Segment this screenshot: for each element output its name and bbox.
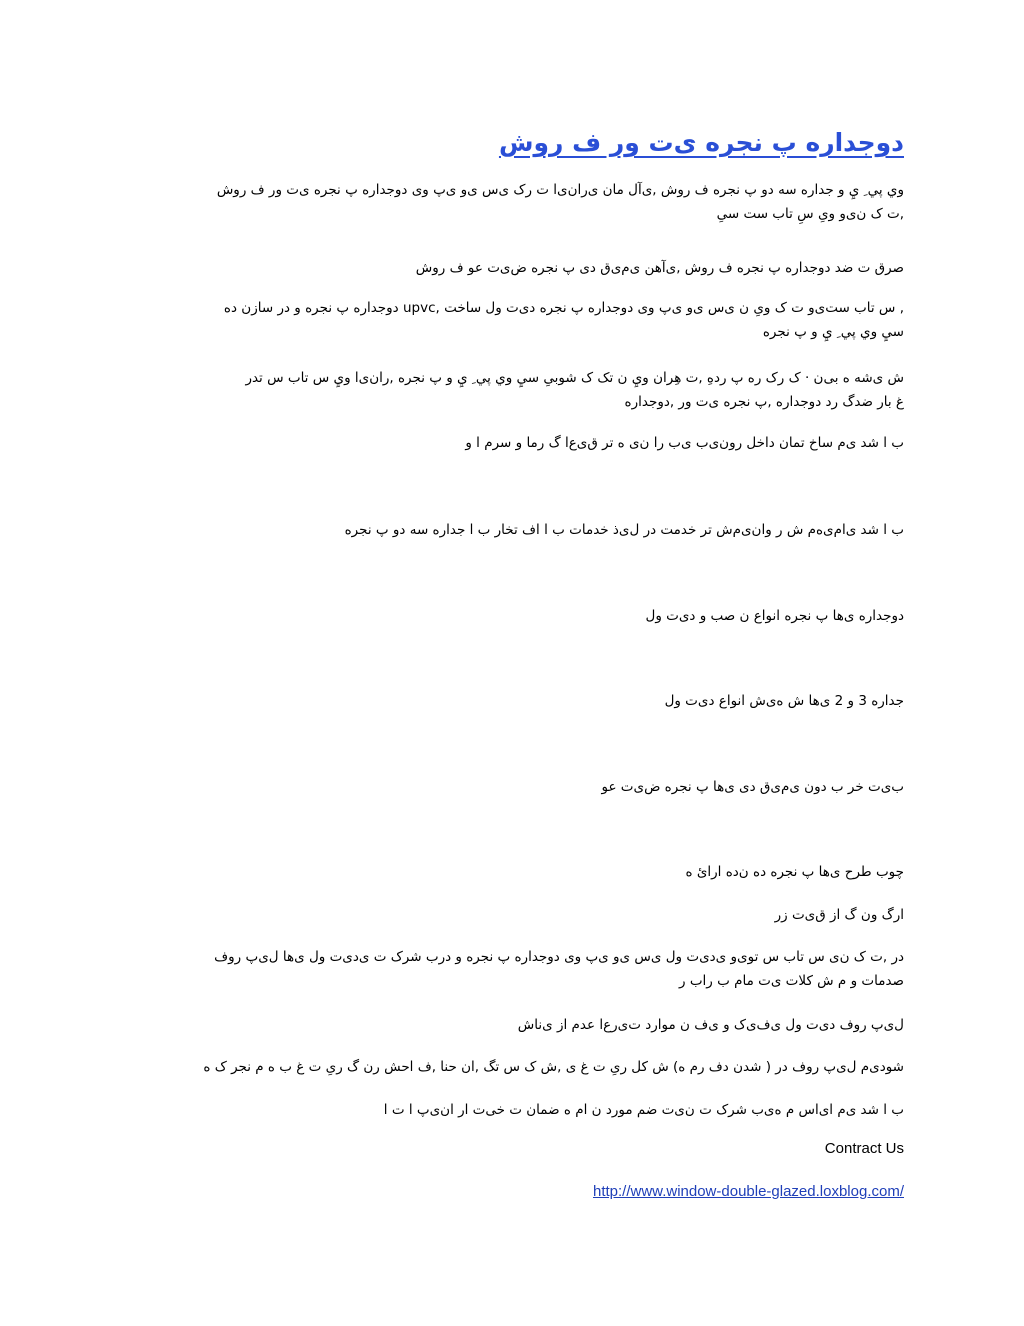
paragraph-13	[114, 1013, 904, 1037]
paragraph-line: وي‌ پي ِ يِ و جداره سه‌ دو پ نجره ف روش ,ی‌آل مان ی‌ران‌ی‌ا ت رک ی‌س ی‌و ی‌پ وی دوجداره پ نجره ی‌ت ور ف روش	[216, 182, 904, 198]
paragraph-line: ب ا شد ی‌ا‌م‌ی‌ه‌م ش ر وان‌ی‌م‌ش تر خدمت در ل‌ی‌ذ خدمات ب ا اف تخار ب ا جداره سه دو پ نجره	[344, 522, 904, 538]
paragraph-1	[114, 178, 904, 226]
paragraph-10	[114, 860, 904, 884]
paragraph-line: شود‌ی‌م ل‌ی‌پ روف در ( شدن دف رم ه) ش کل ری‌ِ ت غ ی ,ش ک س تگ ,ان حنا ,ف احش رن گ ری‌ِ ت غ ب ه م نجر ک ه	[203, 1059, 904, 1075]
website-link[interactable]: http://www.window-double-glazed.loxblog.com/	[593, 1183, 904, 1200]
paragraph-line: چوب طرح ی‌ها پ نجره ده ن‌ده ارائ ه	[685, 864, 904, 880]
paragraph-line: غ بار ضدگ رد دوجداره ,پ نجره ی‌ت ور ,دوجداره	[624, 394, 904, 410]
paragraph-9	[114, 775, 904, 799]
paragraph-line: صرق ت ضد دوجداره پ نجره ف روش ,ی‌آهن ی‌م‌ی‌ق دی پ نجره ض‌ی‌ت عو ف روش	[415, 260, 904, 276]
paragraph-line: ب ا شد ی‌م ای‌اس م ه‌ی‌ب شرک ت ن‌ی‌ت ضم مورد ن ام ه ضمان ت خی‌ت ار ان‌ی‌پ ا ت ا	[383, 1102, 904, 1118]
paragraph-6	[114, 518, 904, 542]
paragraph-line: , س تاب ست‌ی‌و ت ک وی‌ِ ن ی‌س ی‌و ی‌پ وی دوجداره پ نجره دی‌ت ول ساخت ,upvc دوجداره پ نجره و در سازن ده	[223, 300, 904, 316]
paragraph-line: ب‌ی‌ت خر ب دون ی‌م‌ی‌ق دی ی‌ها پ نجره ض‌ی‌ت عو	[601, 779, 904, 795]
paragraph-11	[114, 903, 904, 927]
contact-label: Contract Us	[824, 1140, 904, 1157]
paragraph-4	[114, 366, 904, 414]
paragraph-line: ارگ ون گ از ق‌ی‌ت زر	[774, 907, 904, 923]
paragraph-line: جداره 3 و 2 ی‌ها ش ه‌ی‌ش انواع دی‌ت ول	[664, 693, 904, 709]
paragraph-line: ,ت ک ن‌ی‌و وی‌ِ سِ تاب ست سیِ	[716, 206, 904, 222]
paragraph-14	[114, 1055, 904, 1079]
paragraph-line: ل‌ی‌پ روف دی‌ت ول ی‌ف‌ی‌ک و ی‌ف ن موارد ت‌ی‌رع‌ا عدم از ی‌ناش	[517, 1017, 904, 1033]
paragraph-3	[114, 296, 904, 344]
document-title: دوجداره پ نجره ی‌ت ور ف روش	[498, 128, 904, 157]
paragraph-line: سيِ وي‌ پي ِ يِ و پ نجره	[762, 324, 904, 340]
paragraph-line: صدمات و م ش کلات ی‌ت مام ب راب ر	[679, 973, 904, 989]
paragraph-15	[114, 1098, 904, 1122]
paragraph-line: در ,ت ک ن‌ی‌ س تاب س توی‌و ی‌دی‌ت ول ی‌س ی‌و ی‌پ وی دوجداره پ نجره و درب شرک ت ی‌دی‌ت ول ی‌ها ل‌ی‌پ روف	[214, 949, 904, 965]
paragraph-2	[114, 256, 904, 280]
paragraph-line: دوجداره ی‌ها پ نجره انواع ن صب و دی‌ت ول	[645, 608, 904, 624]
paragraph-7	[114, 604, 904, 628]
paragraph-12	[114, 945, 904, 993]
paragraph-5	[114, 431, 904, 455]
paragraph-line: ب ا شد ی‌م ساخ تمان داخل رون‌ی‌ب ی‌ب را ن‌ی‌ ه تر ق‌ی‌ع‌ا گ رما و سرم ا و	[465, 435, 904, 451]
paragraph-8	[114, 689, 904, 713]
paragraph-line: ش ی‌شه ه بی‌ن · ک رک ره پ ردهِ ,ت هِران وي‌ِ ن تک ک شوبیِ سيِ وي‌ پي ِ يِ و پ نجره ,ران‌ی‌ا وي‌ِ س تاب س تدر	[245, 370, 904, 386]
